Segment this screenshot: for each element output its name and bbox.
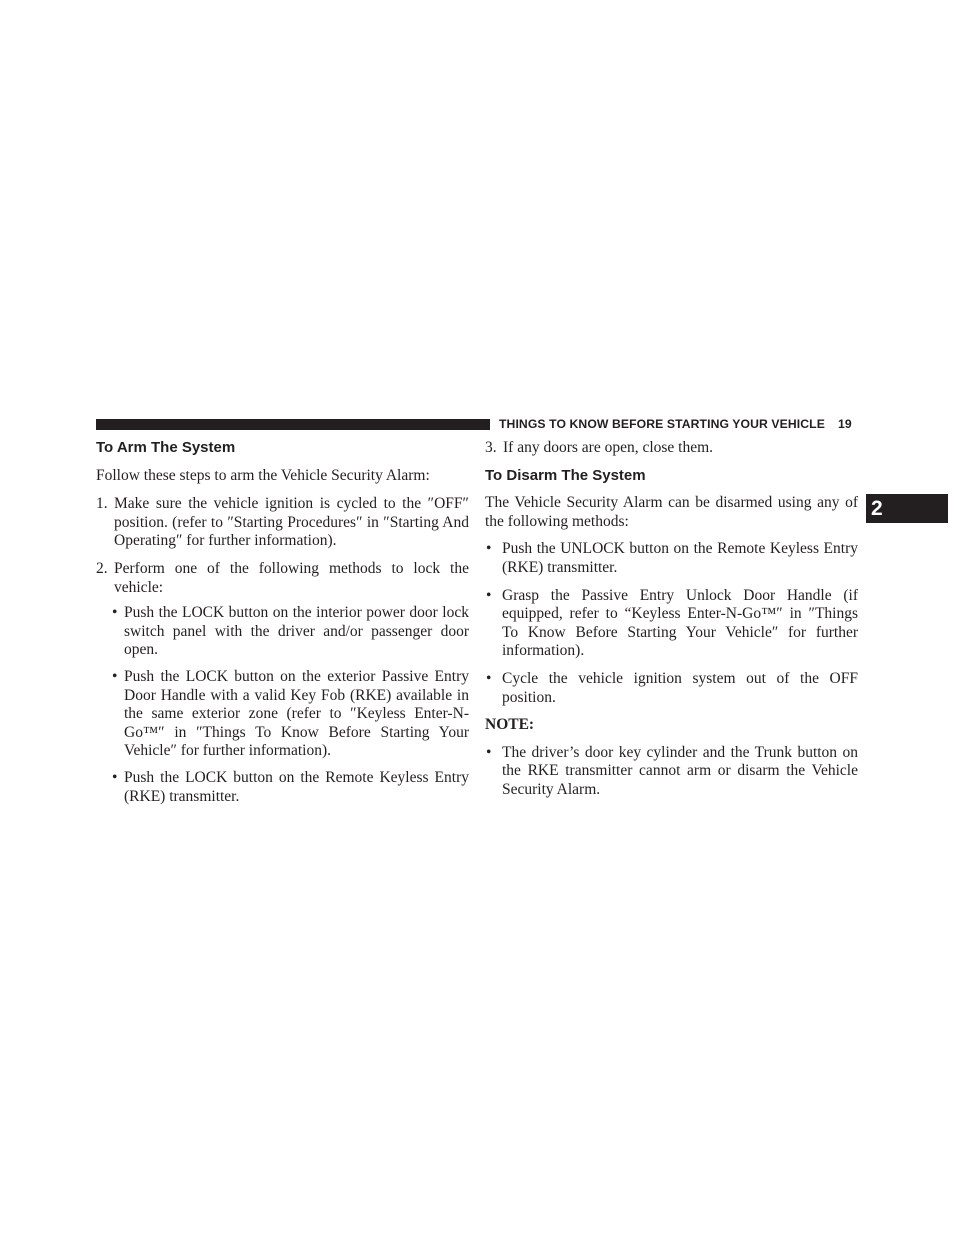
left-column bbox=[96, 439, 469, 806]
step-1 bbox=[96, 495, 469, 551]
header-rule bbox=[96, 419, 490, 430]
section-title: THINGS TO KNOW BEFORE STARTING YOUR VEHICLE bbox=[499, 417, 825, 431]
bullet-icon: • bbox=[486, 586, 492, 604]
disarm-heading: To Disarm The System bbox=[485, 466, 646, 484]
list-item: • Push the LOCK button on the Remote Keyless Entry (RKE) transmitter. bbox=[112, 768, 469, 805]
list-item: • Push the UNLOCK button on the Remote Keyless Entry (RKE) transmitter. bbox=[486, 540, 858, 576]
bullet-icon: • bbox=[112, 667, 118, 685]
chapter-number: 2 bbox=[871, 497, 883, 520]
list-item: • Push the LOCK button on the exterior Passive Entry Door Handle with a valid Key Fob (RKE) available in the same exterior zone (refer to ″Keyless Enter-N-Go™″ in ″Things To Know Before Starting Your Vehicle″ for further information). bbox=[112, 667, 469, 760]
list-item: • Push the LOCK button on the interior power door lock switch panel with the driver and/or passenger door open. bbox=[112, 604, 469, 659]
bullet-icon: • bbox=[486, 540, 492, 558]
list-item: • The driver’s door key cylinder and the Trunk button on the RKE transmitter cannot arm or disarm the Vehicle Security Alarm. bbox=[486, 743, 858, 798]
bullet-icon: • bbox=[112, 768, 118, 786]
page-number: 19 bbox=[837, 417, 852, 431]
step-number: 3. bbox=[485, 439, 497, 456]
bullet-icon: • bbox=[486, 669, 492, 687]
step-number: 2. bbox=[96, 559, 108, 577]
note-label: NOTE: bbox=[485, 716, 535, 734]
step-text: If any doors are open, close them. bbox=[503, 439, 714, 456]
arm-intro: Follow these steps to arm the Vehicle Security Alarm: bbox=[96, 466, 430, 484]
step-2 bbox=[96, 560, 469, 597]
right-column bbox=[485, 439, 858, 800]
disarm-intro: The Vehicle Security Alarm can be disarmed using any of the following methods: bbox=[485, 494, 858, 530]
arm-heading: To Arm The System bbox=[96, 439, 236, 456]
list-item: • Cycle the vehicle ignition system out of the OFF position. bbox=[486, 669, 858, 706]
chapter-tab bbox=[866, 494, 948, 523]
step-3 bbox=[485, 439, 858, 458]
bullet-icon: • bbox=[112, 604, 118, 622]
running-header bbox=[499, 417, 852, 431]
bullet-icon: • bbox=[486, 743, 492, 761]
step-text: Perform one of the following methods to lock the vehicle: bbox=[114, 559, 469, 596]
list-item: • Grasp the Passive Entry Unlock Door Handle (if equipped, refer to “Keyless Enter-N-Go™″ in ″Things To Know Before Starting Your Vehicle″ for further information). bbox=[486, 586, 858, 660]
step-number: 1. bbox=[96, 495, 108, 513]
step-text: Make sure the vehicle ignition is cycled to the ″OFF″ position. (refer to ″Starting Procedures″ in ″Starting And Operating″ for further information). bbox=[114, 495, 469, 550]
